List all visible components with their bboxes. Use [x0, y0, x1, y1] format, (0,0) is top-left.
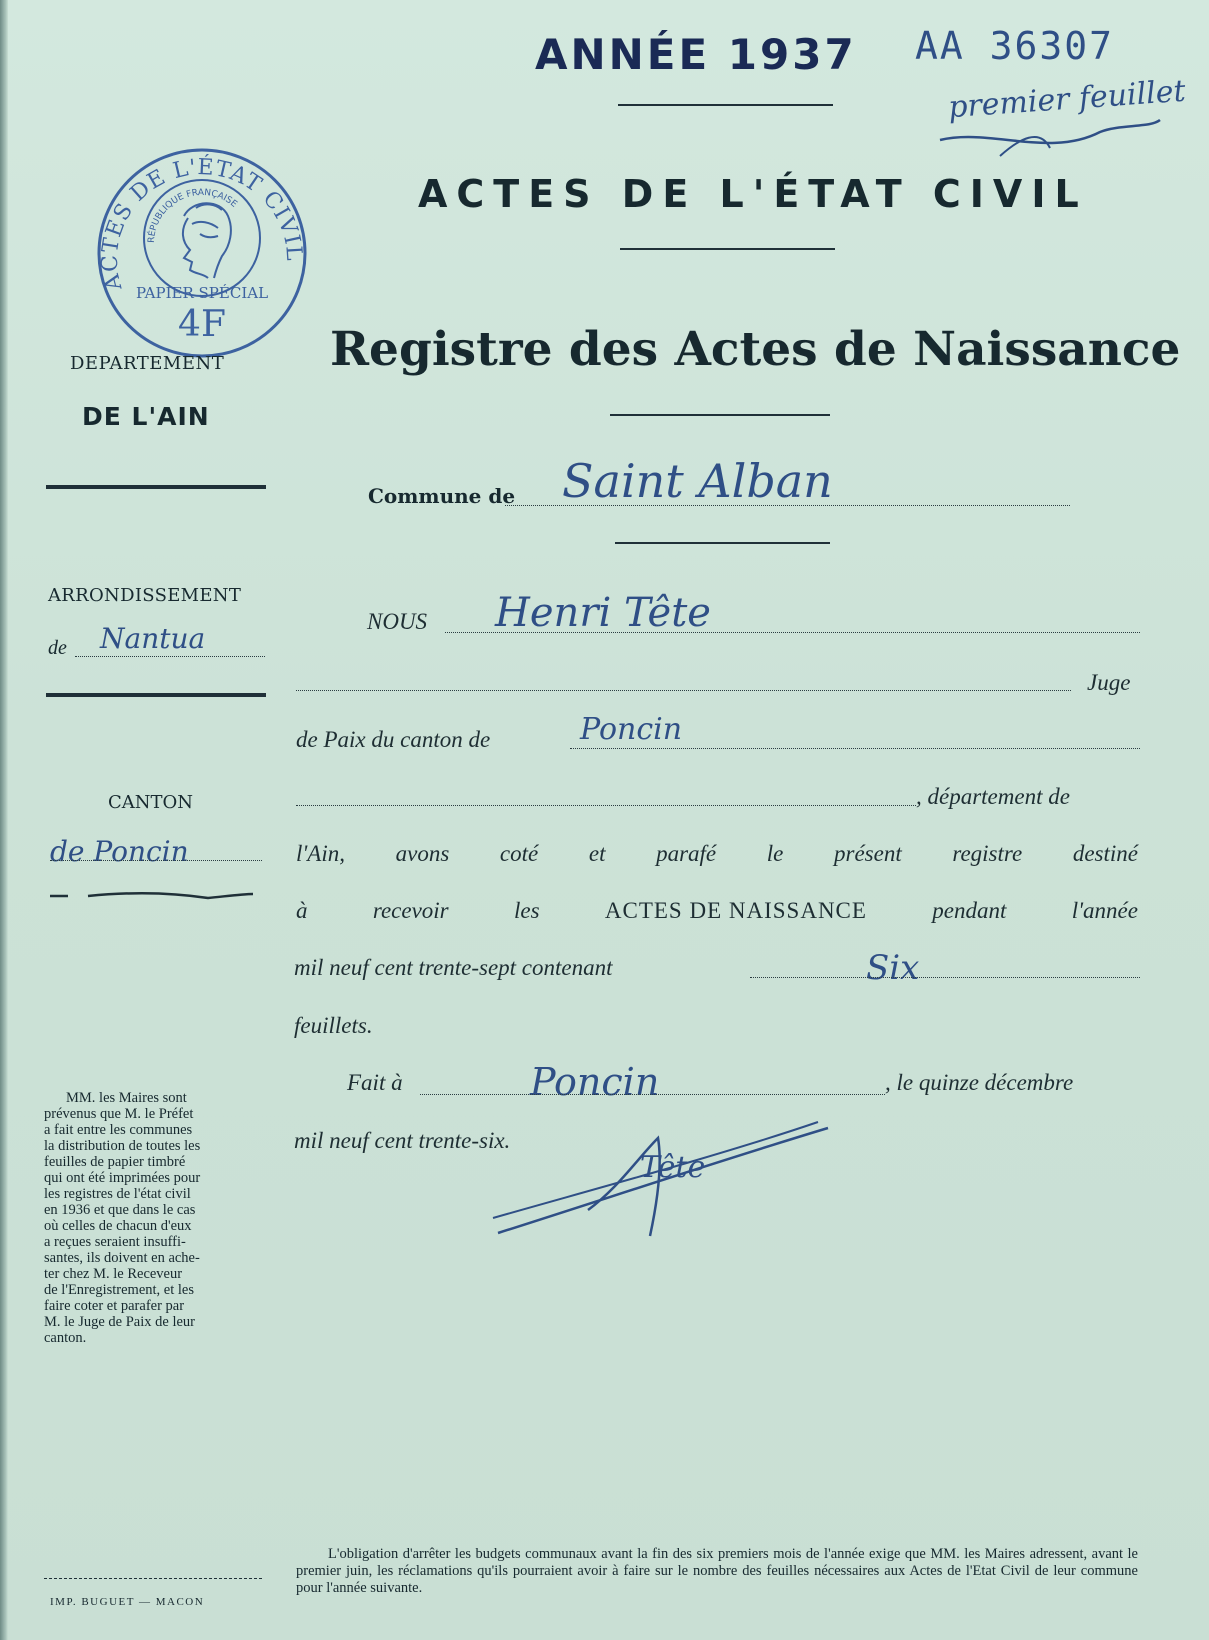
- arrondissement-prefix: de: [48, 637, 67, 659]
- notice-line: en 1936 et que dans le cas: [44, 1202, 196, 1218]
- notice-line: a fait entre les communes: [44, 1122, 193, 1138]
- printer-imprint: IMP. BUGUET — MACON: [50, 1596, 205, 1608]
- notice-line: faire coter et parafer par: [44, 1298, 185, 1314]
- register-subtitle: Registre des Actes de Naissance: [330, 322, 1181, 377]
- fait-label: Fait à: [347, 1070, 403, 1095]
- nous-label: NOUS: [367, 609, 428, 634]
- juge-label: Juge: [1087, 670, 1131, 695]
- main-title: ACTES DE L'ÉTAT CIVIL: [418, 172, 1088, 216]
- commune-dotted-line: [505, 505, 1070, 506]
- year-underline: [618, 104, 833, 106]
- word: le: [766, 841, 784, 866]
- arrondissement-label: ARRONDISSEMENT: [48, 585, 242, 606]
- marianne-profile-icon: [183, 203, 231, 278]
- actes-de-naissance-caps: ACTES DE NAISSANCE: [604, 898, 867, 923]
- notice-line: a reçues seraient insuffi-: [44, 1234, 186, 1250]
- department-name: DE L'AIN: [82, 402, 210, 431]
- fait-handwritten-value: Poncin: [530, 1060, 660, 1104]
- form-line-coted: [296, 841, 1138, 867]
- contenant-label: mil neuf cent trente-sept contenant: [294, 955, 613, 980]
- signature-flourish: [488, 1118, 848, 1248]
- subtitle-underline: [610, 414, 830, 416]
- official-stamp: [92, 138, 312, 358]
- departement-label: , département de: [916, 784, 1070, 809]
- commune-handwritten-value: Saint Alban: [562, 454, 833, 508]
- word: avons: [395, 841, 450, 866]
- commune-underline: [615, 542, 830, 544]
- note-flourish: [930, 98, 1170, 168]
- nous-handwritten-value: Henri Tête: [495, 590, 711, 636]
- year-label: ANNÉE 1937: [535, 30, 857, 79]
- notice-line: de l'Enregistrement, et les: [44, 1282, 194, 1298]
- notice-line: qui ont été imprimées pour: [44, 1170, 201, 1186]
- canton-hand-dash: [48, 888, 258, 902]
- contenant-handwritten-value: Six: [866, 948, 920, 988]
- word: pendant: [932, 898, 1007, 923]
- juge-dotted-line: [296, 690, 1071, 691]
- notice-line: canton.: [44, 1330, 87, 1346]
- notice-line: prévenus que M. le Préfet: [44, 1106, 194, 1122]
- word: coté: [499, 841, 539, 866]
- stamp-inner-text: RÉPUBLIQUE FRANÇAISE: [146, 187, 239, 244]
- arrondissement-dotted-line: [75, 656, 265, 657]
- arrondissement-handwritten-value: Nantua: [100, 622, 206, 655]
- page-binding-edge: [0, 0, 8, 1640]
- judge-signature: Tête: [640, 1150, 706, 1185]
- fait-dotted-line: [420, 1094, 885, 1095]
- word: présent: [834, 841, 902, 866]
- word: parafé: [656, 841, 717, 866]
- notice-line: les registres de l'état civil: [44, 1186, 191, 1202]
- serial-number: AA 36307: [915, 24, 1115, 68]
- nous-dotted-line: [445, 632, 1140, 633]
- svg-text:RÉPUBLIQUE FRANÇAISE: [145, 188, 238, 243]
- stamp-ring-text: ACTES DE L'ÉTAT CIVIL: [97, 155, 307, 293]
- notice-line: où celles de chacun d'eux: [44, 1218, 192, 1234]
- notice-line: M. le Juge de Paix de leur: [44, 1314, 196, 1330]
- form-line-recevoir: [296, 898, 1138, 924]
- stamp-paper-label: PAPIER SPÉCIAL: [135, 284, 269, 302]
- canton-line-handwritten-value: Poncin: [580, 712, 683, 747]
- canton-dotted-line: [50, 860, 262, 861]
- word: et: [588, 841, 606, 866]
- word: les: [513, 898, 540, 923]
- contenant-dotted-line: [750, 977, 1140, 978]
- notice-line: MM. les Maires sont: [66, 1090, 187, 1106]
- word: l'Ain,: [296, 841, 345, 866]
- departement-dotted-line: [296, 805, 916, 806]
- notice-line: la distribution de toutes les: [44, 1138, 201, 1154]
- word: destiné: [1072, 841, 1138, 866]
- year-line: mil neuf cent trente-six.: [294, 1128, 511, 1153]
- canton-label: CANTON: [108, 792, 194, 813]
- date-label: , le quinze décembre: [885, 1070, 1074, 1095]
- canton-line-dotted: [570, 748, 1140, 749]
- stamp-price: 4F: [178, 304, 226, 345]
- svg-text:ACTES DE L'ÉTAT CIVIL: [98, 153, 307, 294]
- budget-notice: L'obligation d'arrêter les budgets communaux avant la fin des six premiers mois de l'année exige que MM. les Maires adressent, avant le premier juin, les réclamations qu'ils pourraient avoir à faire sur le nombre des feuilles nécessaires aux Actes de l'Etat Civil de leur commune pour l'année suivante.: [296, 1546, 1138, 1596]
- canton-line-label: de Paix du canton de: [296, 727, 491, 752]
- mayors-notice: [44, 1090, 262, 1346]
- word: registre: [952, 841, 1023, 866]
- word: l'année: [1071, 898, 1138, 923]
- department-label: DEPARTEMENT: [70, 353, 225, 374]
- sidebar-divider-1: [46, 485, 266, 489]
- canton-handwritten-value: de Poncin: [50, 835, 189, 868]
- notice-line: santes, ils doivent en ache-: [44, 1250, 200, 1266]
- handwritten-note-premier-feuillet: premier feuillet: [947, 73, 1187, 126]
- notice-line: ter chez M. le Receveur: [44, 1266, 183, 1282]
- feuillets-label: feuillets.: [294, 1013, 373, 1038]
- notice-line: feuilles de papier timbré: [44, 1154, 186, 1170]
- commune-label: Commune de: [368, 484, 516, 508]
- word: recevoir: [372, 898, 449, 923]
- word: à: [296, 898, 308, 923]
- sidebar-divider-2: [46, 693, 266, 697]
- title-underline: [620, 248, 835, 250]
- printer-rule: [44, 1578, 262, 1579]
